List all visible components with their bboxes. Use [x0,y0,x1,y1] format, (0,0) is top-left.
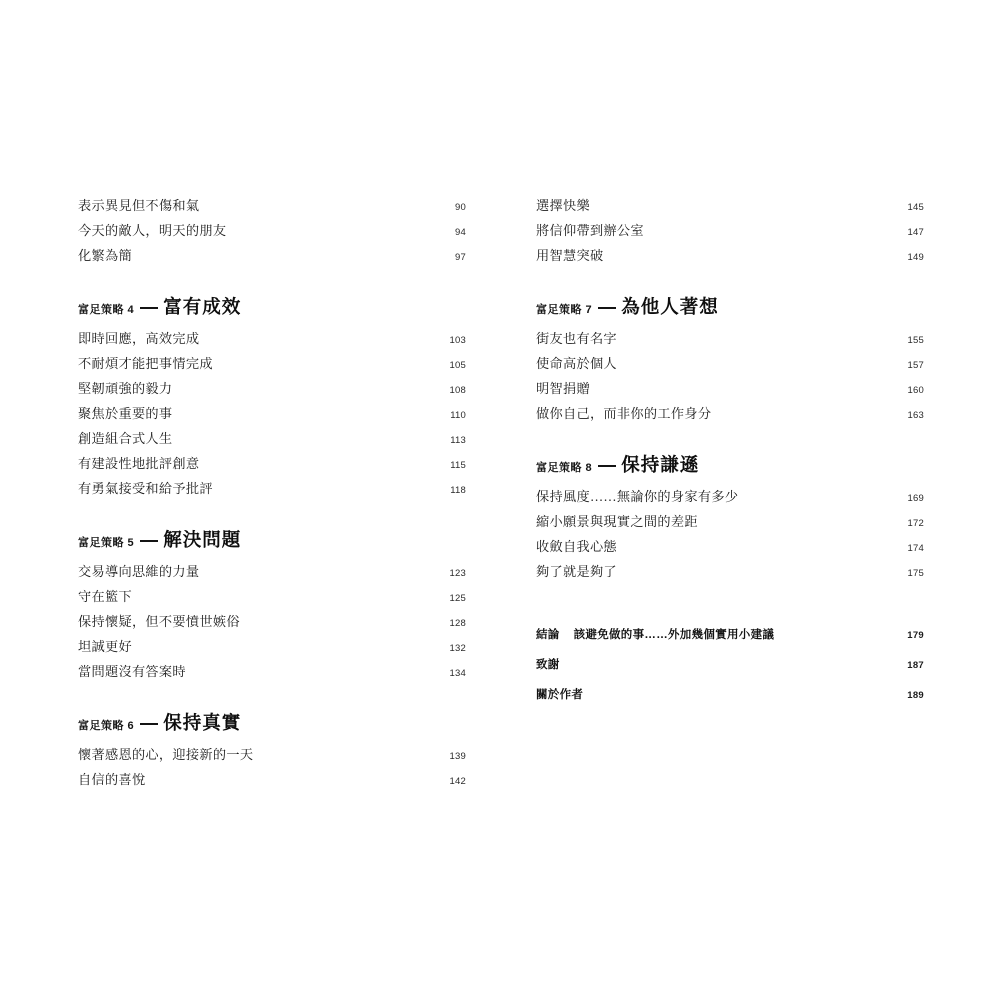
entry-title: 坦誠更好 [78,639,132,654]
entry-page-number: 147 [907,227,924,238]
list-item[interactable] [78,769,466,794]
entry-page-number: 160 [907,385,924,396]
entry-page-number: 157 [907,360,924,371]
entry-page-number: 110 [450,410,466,421]
list-item[interactable] [78,220,466,245]
entry-title: 明智捐贈 [536,381,590,396]
entry-title: 收斂自我心態 [536,539,617,554]
entry-page-number: 128 [449,618,466,629]
entry-title: 當問題沒有答案時 [78,664,186,679]
entry-page-number: 139 [449,751,466,762]
entry-page-number: 155 [907,335,924,346]
list-item[interactable] [78,378,466,403]
toc-column-right [536,195,924,794]
em-dash-rule-icon [598,307,616,309]
entry-page-number: 134 [449,668,466,679]
list-item[interactable] [78,428,466,453]
list-item[interactable] [78,403,466,428]
list-item[interactable] [78,561,466,586]
entry-title: 將信仰帶到辦公室 [536,223,644,238]
entry-page-number: 172 [907,518,924,529]
section-title: 保持謙遜 [621,454,700,475]
list-item[interactable] [536,353,924,378]
section-title: 保持真實 [163,712,242,733]
list-item[interactable] [536,486,924,511]
entry-title: 守在籃下 [78,589,132,604]
toc-column-left [78,195,466,794]
entry-page-number: 115 [450,460,466,471]
list-item[interactable] [78,328,466,353]
entry-title: 即時回應，高效完成 [78,331,200,346]
list-item[interactable] [536,403,924,428]
section-heading-strategy-5[interactable] [78,526,466,552]
list-item[interactable] [78,195,466,220]
entry-title: 使命高於個人 [536,356,617,371]
entry-page-number: 145 [907,202,924,213]
section-heading-strategy-6[interactable] [78,709,466,735]
list-item[interactable] [78,611,466,636]
list-item[interactable] [536,220,924,245]
entry-page-number: 123 [449,568,466,579]
entry-page-number: 94 [455,227,466,238]
entry-page-number: 90 [455,202,466,213]
section-label: 富足策略 5 [78,537,135,549]
list-item[interactable] [536,561,924,586]
entry-page-number: 105 [449,360,466,371]
entry-title: 關於作者 [536,689,584,701]
entry-title: 不耐煩才能把事情完成 [78,356,213,371]
section-label: 富足策略 4 [78,304,135,316]
entry-title: 交易導向思維的力量 [78,564,200,579]
em-dash-rule-icon [140,723,158,725]
list-item[interactable] [78,636,466,661]
list-item[interactable] [78,478,466,503]
toc-columns [78,195,923,794]
entry-page-number: 108 [449,385,466,396]
entry-page-number: 187 [907,660,924,671]
entry-title: 保持懷疑，但不要憤世嫉俗 [78,614,240,629]
entry-title: 致謝 [536,659,560,671]
section-label: 富足策略 8 [536,462,593,474]
entry-page-number: 189 [907,690,924,701]
entry-title: 做你自己，而非你的工作身分 [536,406,712,421]
entry-title: 夠了就是夠了 [536,564,617,579]
list-item[interactable] [536,626,924,647]
entry-title: 街友也有名字 [536,331,617,346]
entry-subtitle: 該避免做的事……外加幾個實用小建議 [573,629,775,641]
list-item[interactable] [536,536,924,561]
section-title: 為他人著想 [621,296,719,317]
entry-page-number: 149 [907,252,924,263]
list-item[interactable] [78,453,466,478]
entry-title: 化繁為簡 [78,248,132,263]
entry-page-number: 103 [449,335,466,346]
list-item[interactable] [536,245,924,270]
entry-title: 堅韌頑強的毅力 [78,381,173,396]
list-item[interactable] [536,686,924,707]
entry-title: 有勇氣接受和給予批評 [78,481,213,496]
entry-title: 結論 [536,629,560,641]
entry-page-number: 163 [907,410,924,421]
entry-page-number: 175 [907,568,924,579]
list-item[interactable] [536,378,924,403]
entry-title: 縮小願景與現實之間的差距 [536,514,698,529]
entry-title: 懷著感恩的心，迎接新的一天 [78,747,254,762]
entry-page-number: 169 [907,493,924,504]
entry-title: 保持風度……無論你的身家有多少 [536,489,739,504]
em-dash-rule-icon [140,540,158,542]
entry-title: 自信的喜悅 [78,772,146,787]
entry-title: 聚焦於重要的事 [78,406,173,421]
em-dash-rule-icon [598,465,616,467]
section-title: 富有成效 [163,296,242,317]
section-heading-strategy-7[interactable] [536,293,924,319]
section-label: 富足策略 6 [78,720,135,732]
entry-title: 有建設性地批評創意 [78,456,200,471]
entry-page-number: 125 [449,593,466,604]
list-item[interactable] [536,195,924,220]
entry-title: 創造組合式人生 [78,431,173,446]
entry-page-number: 174 [907,543,924,554]
entry-title: 選擇快樂 [536,198,590,213]
list-item[interactable] [78,744,466,769]
back-matter-list [536,626,924,707]
list-item[interactable] [536,328,924,353]
list-item[interactable] [78,353,466,378]
entry-page-number: 118 [450,485,466,496]
entry-page-number: 132 [449,643,466,654]
list-item[interactable] [536,511,924,536]
entry-page-number: 142 [449,776,466,787]
entry-page-number: 97 [455,252,466,263]
section-heading-strategy-8[interactable] [536,451,924,477]
em-dash-rule-icon [140,307,158,309]
entry-page-number: 179 [907,630,924,641]
list-item[interactable] [78,661,466,686]
list-item[interactable] [78,245,466,270]
entry-page-number: 113 [450,435,466,446]
section-title: 解決問題 [163,529,242,550]
list-item[interactable] [536,656,924,677]
entry-title: 表示異見但不傷和氣 [78,198,200,213]
section-heading-strategy-4[interactable] [78,293,466,319]
section-label: 富足策略 7 [536,304,593,316]
entry-title: 用智慧突破 [536,248,604,263]
entry-title: 今天的敵人，明天的朋友 [78,223,227,238]
list-item[interactable] [78,586,466,611]
